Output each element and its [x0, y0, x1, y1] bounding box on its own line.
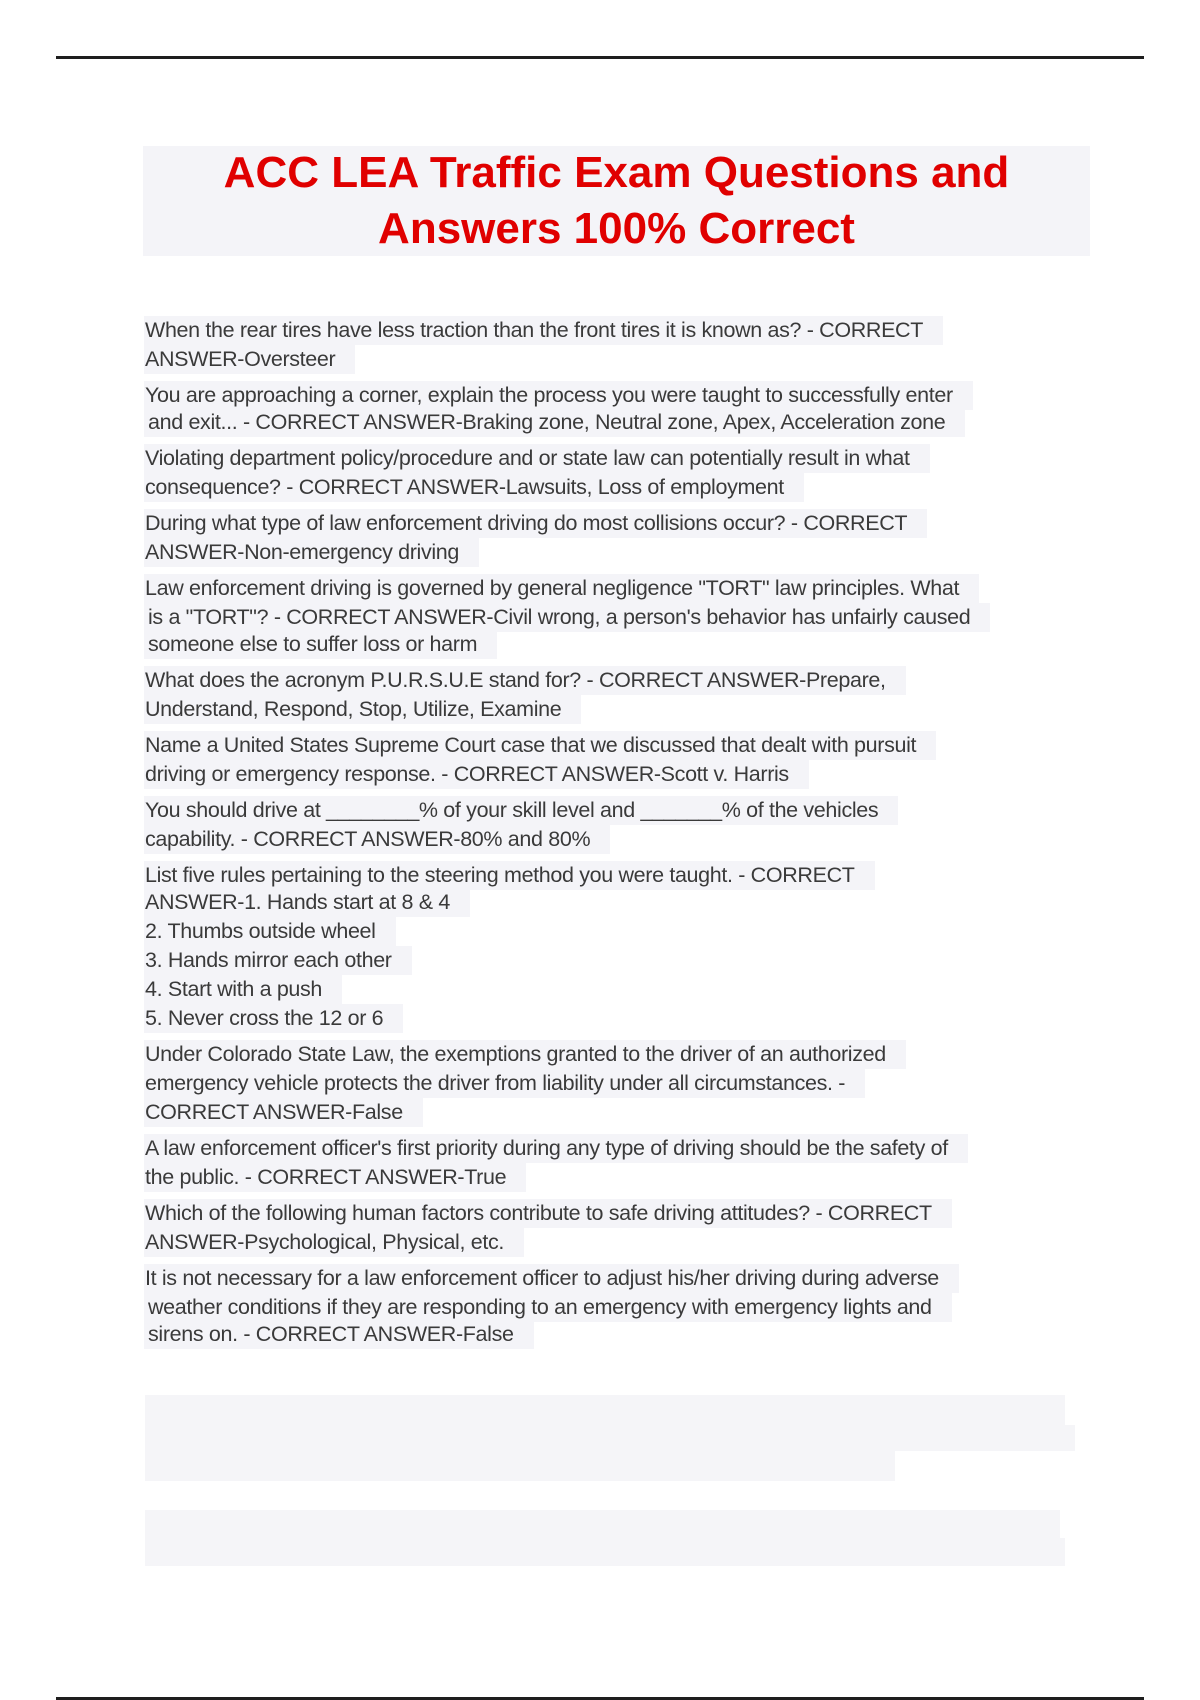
- qa-text-line: emergency vehicle protects the driver from liability under all circumstances. -: [144, 1069, 865, 1098]
- qa-text-line: A law enforcement officer's first priority during any type of driving should be the safety of: [144, 1134, 968, 1163]
- qa-text-line: driving or emergency response. - CORRECT ANSWER-Scott v. Harris: [144, 760, 809, 789]
- qa-text-line: Law enforcement driving is governed by general negligence "TORT" law principles. What: [144, 574, 979, 603]
- qa-item: [144, 1199, 1084, 1257]
- qa-item: [144, 1040, 1084, 1127]
- qa-item: [144, 861, 1084, 1033]
- qa-text-line: You are approaching a corner, explain the process you were taught to successfully enter: [144, 381, 973, 410]
- qa-item: [144, 731, 1084, 789]
- qa-text-line: Understand, Respond, Stop, Utilize, Examine: [144, 695, 581, 724]
- qa-text-line: CORRECT ANSWER-False: [144, 1098, 423, 1127]
- qa-text-line: When the rear tires have less traction than the front tires it is known as? - CORRECT: [144, 316, 943, 345]
- qa-text-line: weather conditions if they are responding to an emergency with emergency lights and: [144, 1293, 952, 1322]
- page-title: [224, 145, 1010, 257]
- qa-text-line: It is not necessary for a law enforcement officer to adjust his/her driving during adverse: [144, 1264, 959, 1293]
- qa-text-line: Violating department policy/procedure and or state law can potentially result in what: [144, 444, 930, 473]
- qa-text-line: Under Colorado State Law, the exemptions granted to the driver of an authorized: [144, 1040, 906, 1069]
- qa-text-line: List five rules pertaining to the steering method you were taught. - CORRECT: [144, 861, 875, 890]
- redacted-block: [145, 1510, 1060, 1538]
- qa-list-item: 2. Thumbs outside wheel: [144, 917, 396, 946]
- qa-item: [144, 666, 1084, 724]
- qa-item: [144, 316, 1084, 374]
- qa-item: [144, 1264, 1084, 1349]
- qa-text-line: consequence? - CORRECT ANSWER-Lawsuits, Loss of employment: [144, 473, 804, 502]
- redacted-block: [145, 1451, 895, 1481]
- qa-text-line: is a "TORT"? - CORRECT ANSWER-Civil wrong, a person's behavior has unfairly caused: [144, 603, 990, 632]
- qa-text-line: and exit... - CORRECT ANSWER-Braking zone, Neutral zone, Apex, Acceleration zone: [144, 408, 965, 437]
- title-line-1: ACC LEA Traffic Exam Questions and: [223, 148, 1010, 197]
- qa-text-line: ANSWER-Non-emergency driving: [144, 538, 479, 567]
- qa-text-line: You should drive at ________% of your skill level and _______% of the vehicles: [144, 796, 898, 825]
- qa-text-line: During what type of law enforcement driving do most collisions occur? - CORRECT: [144, 509, 927, 538]
- qa-list: [144, 316, 1084, 1356]
- qa-item: [144, 509, 1084, 567]
- qa-list-item: 4. Start with a push: [144, 975, 342, 1004]
- qa-text-line: ANSWER-Oversteer: [144, 345, 355, 374]
- redacted-block: [145, 1538, 1065, 1566]
- qa-item: [144, 1134, 1084, 1192]
- qa-item: [144, 796, 1084, 854]
- qa-list-item: 5. Never cross the 12 or 6: [144, 1004, 403, 1033]
- qa-item: [144, 381, 1084, 437]
- qa-text-line: ANSWER-Psychological, Physical, etc.: [144, 1228, 524, 1257]
- top-divider: [56, 56, 1144, 59]
- qa-item: [144, 574, 1084, 659]
- qa-text-line: What does the acronym P.U.R.S.U.E stand for? - CORRECT ANSWER-Prepare,: [144, 666, 906, 695]
- redacted-block: [145, 1425, 1075, 1451]
- title-block: [143, 146, 1090, 256]
- qa-text-line: the public. - CORRECT ANSWER-True: [144, 1163, 526, 1192]
- qa-text-line: Which of the following human factors contribute to safe driving attitudes? - CORRECT: [144, 1199, 952, 1228]
- qa-text-line: someone else to suffer loss or harm: [144, 630, 497, 659]
- qa-list-item: 3. Hands mirror each other: [144, 946, 412, 975]
- qa-text-line: ANSWER-1. Hands start at 8 & 4: [144, 888, 470, 917]
- title-line-2: Answers 100% Correct: [378, 204, 855, 253]
- qa-text-line: sirens on. - CORRECT ANSWER-False: [144, 1320, 534, 1349]
- qa-item: [144, 444, 1084, 502]
- qa-text-line: Name a United States Supreme Court case that we discussed that dealt with pursuit: [144, 731, 936, 760]
- qa-text-line: capability. - CORRECT ANSWER-80% and 80%: [144, 825, 610, 854]
- redacted-block: [145, 1395, 1065, 1425]
